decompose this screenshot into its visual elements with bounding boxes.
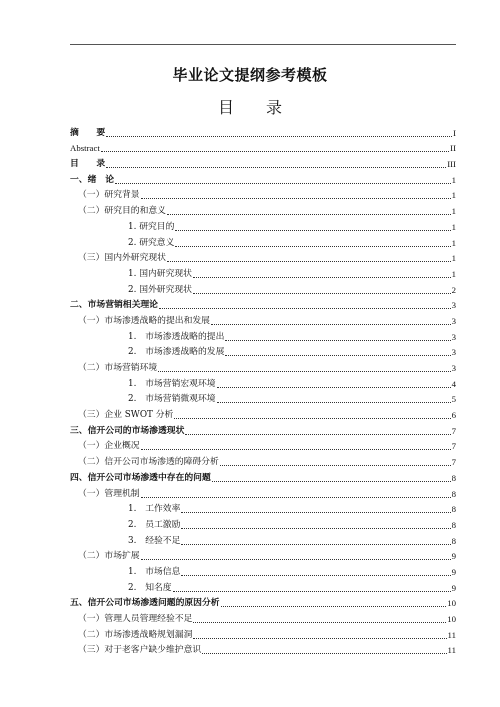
toc-entry-page-number: 9 [451, 551, 456, 562]
dot-leader [193, 622, 446, 623]
dot-leader [181, 512, 450, 513]
toc-entry[interactable] [70, 500, 456, 516]
toc-entry[interactable] [70, 233, 456, 249]
toc-entry-label: 1. 市场信息 [128, 566, 181, 577]
toc-entry-label: （一）研究背景 [78, 190, 140, 201]
dot-leader [115, 183, 451, 184]
toc-entry-label: 1. 市场营销宏观环境 [128, 378, 216, 389]
toc-entry-page-number: 1 [451, 190, 456, 201]
toc-entry[interactable] [70, 390, 456, 406]
toc-entry[interactable] [70, 531, 456, 547]
toc-entry[interactable] [70, 641, 456, 657]
toc-entry-label: 五、信开公司市场渗透问题的原因分析 [70, 598, 220, 609]
toc-entry-page-number: 1 [451, 268, 456, 279]
dot-leader [193, 277, 451, 278]
toc-entry-label: （二）研究目的和意义 [78, 206, 166, 217]
toc-entry-page-number: 3 [451, 300, 456, 311]
toc-entry-label: 目 录 [70, 159, 106, 170]
toc-entry-page-number: 1 [451, 206, 456, 217]
toc-entry-label: （三）对于老客户缺少维护意识 [78, 645, 202, 656]
document-title: 毕业论文提纲参考模板 [172, 66, 328, 84]
toc-entry-page-number: 5 [451, 394, 456, 405]
toc-entry[interactable] [70, 547, 456, 563]
toc-entry-label: （一）管理机制 [78, 488, 140, 499]
dot-leader [211, 324, 451, 325]
toc-entry-page-number: 3 [451, 315, 456, 326]
dot-leader [141, 559, 451, 560]
toc-entry-label: 1. 国内研究现状 [128, 268, 192, 279]
toc-entry-label: （三）企业 SWOT 分析 [78, 410, 174, 421]
dot-leader [181, 528, 450, 529]
toc-entry[interactable] [70, 170, 456, 186]
toc-entry[interactable] [70, 562, 456, 578]
dot-leader [217, 387, 451, 388]
toc-entry-label: （三）国内外研究现状 [78, 253, 166, 264]
dot-leader [202, 653, 446, 654]
dot-leader [101, 151, 449, 152]
toc-entry[interactable] [70, 594, 456, 610]
toc-entry-page-number: 2 [451, 284, 456, 295]
dot-leader [106, 136, 452, 137]
dot-leader [175, 246, 450, 247]
toc-entry[interactable] [70, 358, 456, 374]
header-rule [70, 44, 456, 45]
toc-entry[interactable] [70, 437, 456, 453]
toc-entry-page-number: 1 [451, 221, 456, 232]
toc-entry[interactable] [70, 484, 456, 500]
toc-entry[interactable] [70, 123, 456, 139]
dot-leader [217, 402, 451, 403]
toc-entry[interactable] [70, 139, 456, 155]
toc-entry-label: 2. 国外研究现状 [128, 284, 192, 295]
dot-leader [173, 591, 451, 592]
toc-entry-page-number: 11 [447, 629, 456, 640]
toc-entry-page-number: 1 [451, 253, 456, 264]
toc-entry-label: （一）市场渗透战略的提出和发展 [78, 315, 210, 326]
toc-entry[interactable] [70, 609, 456, 625]
dot-leader [193, 638, 446, 639]
toc-entry[interactable] [70, 296, 456, 312]
dot-leader [225, 355, 450, 356]
toc-entry-label: 四、信开公司市场渗透中存在的问题 [70, 472, 211, 483]
toc-entry-label: （二）市场营销环境 [78, 363, 158, 373]
toc-entry[interactable] [70, 625, 456, 641]
toc-entry-label: 1. 工作效率 [128, 504, 181, 515]
toc-entry-label: 一、绪 论 [70, 174, 114, 185]
toc-entry-label: Abstract [70, 143, 100, 154]
toc-entry[interactable] [70, 186, 456, 202]
toc-entry-page-number: 1 [451, 174, 456, 185]
dot-leader [175, 230, 450, 231]
dot-leader [141, 497, 451, 498]
toc-entry[interactable] [70, 374, 456, 390]
toc-entry-page-number: 11 [447, 645, 456, 656]
toc-entry-page-number: 10 [447, 614, 456, 624]
toc-entry[interactable] [70, 311, 456, 327]
toc-entry[interactable] [70, 452, 456, 468]
dot-leader [106, 167, 446, 168]
toc-entry-page-number: III [447, 159, 456, 170]
toc-entry-page-number: 4 [451, 378, 456, 389]
toc-entry[interactable] [70, 280, 456, 296]
dot-leader [221, 606, 447, 607]
toc-entry-page-number: 9 [451, 566, 456, 577]
toc-entry-page-number: 8 [451, 472, 456, 483]
toc-entry-page-number: 6 [451, 410, 456, 421]
toc-entry-label: （一）管理人员管理经验不足 [78, 614, 193, 624]
toc-entry-label: 二、市场营销相关理论 [70, 300, 158, 311]
toc-entry[interactable] [70, 249, 456, 265]
dot-leader [159, 308, 451, 309]
table-of-contents [70, 123, 456, 656]
toc-entry-label: 2. 员工激励 [128, 519, 181, 530]
toc-entry-page-number: 7 [451, 425, 456, 436]
toc-entry-page-number: 3 [451, 347, 456, 358]
toc-entry[interactable] [70, 264, 456, 280]
dot-leader [167, 214, 451, 215]
toc-heading: 目 录 [217, 98, 282, 117]
dot-leader [225, 340, 450, 341]
toc-entry-page-number: 7 [451, 441, 456, 452]
toc-entry-label: （二）市场扩展 [78, 551, 140, 562]
dot-leader [181, 575, 450, 576]
toc-entry-page-number: 1 [451, 237, 456, 248]
dot-leader [185, 434, 450, 435]
toc-entry[interactable] [70, 154, 456, 170]
toc-entry-label: 3. 经验不足 [128, 535, 181, 546]
toc-entry-page-number: 9 [451, 582, 456, 593]
toc-entry[interactable] [70, 217, 456, 233]
toc-entry[interactable] [70, 515, 456, 531]
toc-entry[interactable] [70, 327, 456, 343]
toc-entry-page-number: II [450, 143, 456, 154]
toc-entry-page-number: 7 [451, 457, 456, 468]
toc-entry-page-number: 8 [451, 535, 456, 546]
dot-leader [141, 198, 451, 199]
dot-leader [220, 465, 451, 466]
toc-entry-page-number: 10 [447, 598, 456, 609]
toc-entry-label: 三、信开公司的市场渗透现状 [70, 425, 185, 436]
toc-entry-label: 2. 市场营销微观环境 [128, 394, 216, 405]
toc-entry-label: 2. 知名度 [128, 582, 172, 593]
dot-leader [181, 544, 450, 545]
toc-entry-label: 1. 研究目的 [128, 221, 175, 232]
dot-leader [212, 481, 451, 482]
toc-entry[interactable] [70, 468, 456, 484]
dot-leader [167, 261, 451, 262]
toc-entry-label: （一）企业概况 [78, 441, 140, 452]
dot-leader [174, 418, 450, 419]
toc-entry[interactable] [70, 343, 456, 359]
toc-entry-label: 2. 市场渗透战略的发展 [128, 347, 225, 358]
dot-leader [158, 371, 450, 372]
toc-entry[interactable] [70, 578, 456, 594]
toc-entry-label: 1. 市场渗透战略的提出 [128, 331, 225, 342]
toc-entry-page-number: 3 [451, 331, 456, 342]
toc-entry-label: 摘 要 [70, 127, 106, 138]
toc-entry-page-number: 8 [451, 504, 456, 515]
dot-leader [141, 449, 451, 450]
toc-entry-page-number: I [453, 127, 456, 138]
toc-entry[interactable] [70, 201, 456, 217]
toc-entry-page-number: 8 [451, 488, 456, 499]
toc-entry-label: 2. 研究意义 [128, 237, 175, 248]
toc-entry-label: （二）信开公司市场渗透的障碍分析 [78, 457, 219, 468]
toc-entry[interactable] [70, 421, 456, 437]
toc-entry-label: （二）市场渗透战略规划漏洞 [78, 629, 193, 640]
dot-leader [193, 293, 451, 294]
toc-entry-page-number: 3 [451, 363, 456, 373]
toc-entry-page-number: 8 [451, 519, 456, 530]
toc-entry[interactable] [70, 405, 456, 421]
